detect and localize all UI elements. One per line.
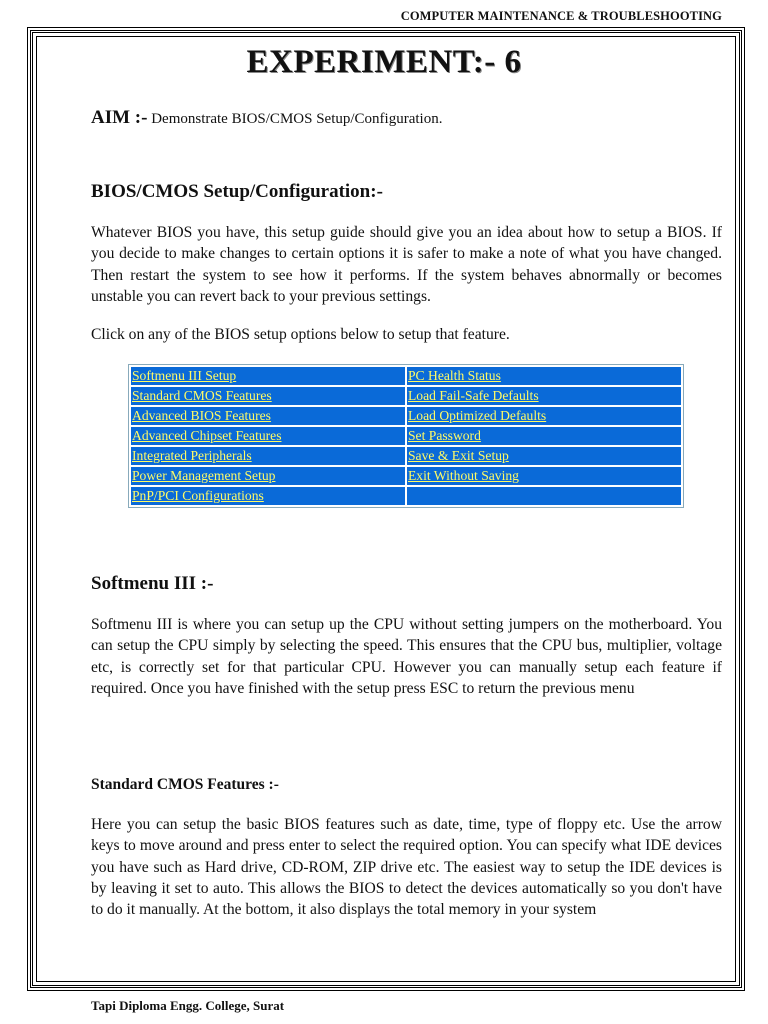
link-softmenu-iii-setup[interactable]: Softmenu III Setup [132, 368, 237, 383]
table-cell [407, 387, 681, 405]
link-exit-without-saving[interactable]: Exit Without Saving [408, 468, 519, 483]
section-heading-bios-cmos: BIOS/CMOS Setup/Configuration:- [91, 181, 383, 202]
aim-label: AIM :- [91, 107, 148, 128]
table-cell-empty [407, 487, 681, 505]
bios-options-table [128, 364, 684, 508]
table-cell [407, 447, 681, 465]
table-cell [407, 367, 681, 385]
section-heading-standard-cmos: Standard CMOS Features :- [91, 776, 279, 793]
link-load-fail-safe-defaults[interactable]: Load Fail-Safe Defaults [408, 388, 539, 403]
section-heading-softmenu: Softmenu III :- [91, 573, 214, 594]
link-advanced-chipset-features[interactable]: Advanced Chipset Features [132, 428, 282, 443]
link-set-password[interactable]: Set Password [408, 428, 481, 443]
link-pc-health-status[interactable]: PC Health Status [408, 368, 501, 383]
table-row [131, 427, 681, 445]
link-load-optimized-defaults[interactable]: Load Optimized Defaults [408, 408, 547, 423]
link-advanced-bios-features[interactable]: Advanced BIOS Features [132, 408, 271, 423]
table-cell [131, 427, 405, 445]
table-row [131, 487, 681, 505]
table-cell [131, 487, 405, 505]
link-power-management-setup[interactable]: Power Management Setup [132, 468, 276, 483]
link-pnp-pci-configurations[interactable]: PnP/PCI Configurations [132, 488, 264, 503]
intro-paragraph: Whatever BIOS you have, this setup guide should give you an idea about how to setup a BIOS. If you decide to make changes to certain options it is safer to make a note of what you have changed. Then restart the system to see how it performs. If the system behaves abnormally or becomes unstable you can revert back to your previous settings. [91, 224, 722, 305]
standard-cmos-paragraph: Here you can setup the basic BIOS features such as date, time, type of floppy etc. Use the arrow keys to move around and press enter to select the required option. You can specify what IDE devices you have such as Hard drive, CD-ROM, ZIP drive etc. The easiest way to setup the IDE devices is by leaving it set to auto. This allows the BIOS to detect the devices automatically so you don't have to do it manually. At the bottom, it also displays the total memory in your system [91, 816, 722, 919]
link-save-exit-setup[interactable]: Save & Exit Setup [408, 448, 509, 463]
aim-line [91, 107, 442, 129]
table-row [131, 367, 681, 385]
softmenu-paragraph: Softmenu III is where you can setup up the CPU without setting jumpers on the motherboard. You can setup the CPU simply by selecting the speed. This ensures that the CPU bus, multiplier, voltage etc, is correctly set for that particular CPU. However you can manually setup each feature if required. Once you have finished with the setup press ESC to return the previous menu [91, 616, 722, 697]
table-cell [131, 447, 405, 465]
table-cell [407, 427, 681, 445]
table-cell [407, 407, 681, 425]
link-integrated-peripherals[interactable]: Integrated Peripherals [132, 448, 252, 463]
table-cell [131, 407, 405, 425]
aim-text: Demonstrate BIOS/CMOS Setup/Configuration. [147, 111, 443, 127]
page-footer: Tapi Diploma Engg. College, Surat [91, 998, 285, 1013]
table-cell [131, 367, 405, 385]
table-cell [131, 467, 405, 485]
table-row [131, 467, 681, 485]
page-title: EXPERIMENT:- 6 [246, 44, 522, 80]
table-row [131, 447, 681, 465]
link-standard-cmos-features[interactable]: Standard CMOS Features [132, 388, 272, 403]
table-row [131, 407, 681, 425]
table-cell [407, 467, 681, 485]
running-header: COMPUTER MAINTENANCE & TROUBLESHOOTING [400, 9, 722, 23]
instruction-paragraph: Click on any of the BIOS setup options below to setup that feature. [91, 326, 510, 343]
table-cell [131, 387, 405, 405]
table-row [131, 387, 681, 405]
